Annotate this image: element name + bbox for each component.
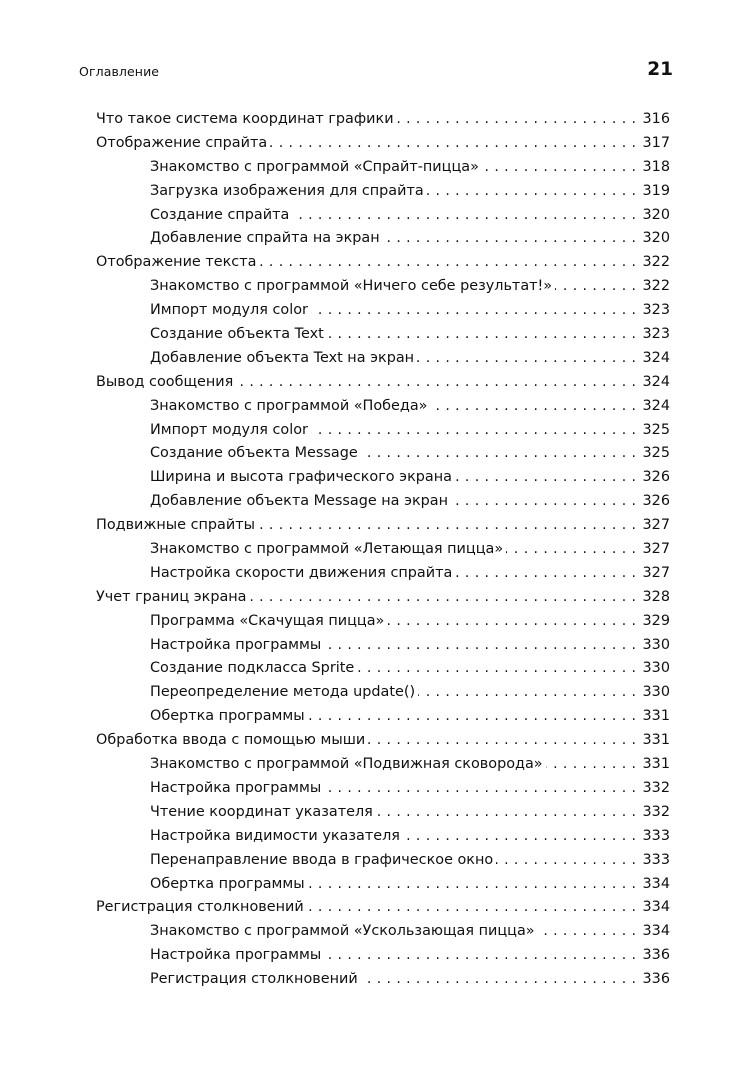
toc-entry-page-number: 323 <box>642 302 670 319</box>
toc-entry-page-number: 323 <box>642 326 670 343</box>
toc-entry-page-number: 330 <box>642 660 670 677</box>
toc-entry-title: Регистрация столкновений <box>150 971 358 988</box>
toc-entry-title: Учет границ экрана <box>96 588 247 605</box>
toc-entry-title: Создание объекта Text <box>150 326 324 343</box>
toc-subsection-entry[interactable] <box>96 610 670 634</box>
toc-section-entry[interactable] <box>96 586 670 610</box>
toc-subsection-entry[interactable] <box>96 657 670 681</box>
toc-subsection-entry[interactable] <box>96 227 670 251</box>
toc-entry-title: Ширина и высота графического экрана <box>150 469 452 486</box>
toc-subsection-entry[interactable] <box>96 753 670 777</box>
toc-subsection-entry[interactable] <box>96 275 670 299</box>
toc-entry-page-number: 324 <box>642 397 670 414</box>
toc-dot-leader <box>546 753 636 777</box>
toc-dot-leader <box>324 944 636 968</box>
toc-dot-leader <box>496 849 636 873</box>
toc-dot-leader <box>430 395 636 419</box>
toc-dot-leader <box>418 681 636 705</box>
toc-dot-leader <box>311 299 636 323</box>
toc-entry-page-number: 318 <box>642 158 670 175</box>
toc-entry-page-number: 324 <box>642 349 670 366</box>
toc-dot-leader <box>259 251 636 275</box>
toc-subsection-entry[interactable] <box>96 801 670 825</box>
toc-entry-page-number: 328 <box>642 588 670 605</box>
toc-entry-title: Знакомство с программой «Ничего себе результат!» <box>150 278 553 295</box>
toc-entry-title: Что такое система координат графики <box>96 111 394 127</box>
toc-subsection-entry[interactable] <box>96 419 670 443</box>
toc-entry-page-number: 334 <box>642 875 670 892</box>
toc-dot-leader <box>324 634 636 658</box>
toc-entry-page-number: 331 <box>642 708 670 725</box>
toc-section-entry[interactable] <box>96 108 670 132</box>
toc-entry-title: Знакомство с программой «Подвижная сковорода» <box>150 756 543 773</box>
toc-entry-title: Перенаправление ввода в графическое окно <box>150 851 494 868</box>
toc-entry-page-number: 325 <box>642 421 670 438</box>
running-head-title: Оглавление <box>79 64 160 79</box>
toc-section-entry[interactable] <box>96 132 670 156</box>
toc-dot-leader <box>270 132 636 156</box>
toc-dot-leader <box>538 920 636 944</box>
table-of-contents <box>96 108 670 992</box>
toc-subsection-entry[interactable] <box>96 466 670 490</box>
toc-dot-leader <box>361 442 636 466</box>
toc-subsection-entry[interactable] <box>96 825 670 849</box>
toc-subsection-entry[interactable] <box>96 323 670 347</box>
toc-subsection-entry[interactable] <box>96 347 670 371</box>
toc-entry-page-number: 317 <box>642 134 670 151</box>
toc-entry-title: Импорт модуля color <box>150 421 308 438</box>
toc-dot-leader <box>417 347 636 371</box>
toc-entry-page-number: 331 <box>642 732 670 749</box>
toc-entry-page-number: 333 <box>642 851 670 868</box>
toc-entry-title: Обработка ввода с помощью мыши <box>96 732 366 749</box>
toc-entry-title: Обертка программы <box>150 708 305 725</box>
toc-section-entry[interactable] <box>96 896 670 920</box>
toc-dot-leader <box>368 729 636 753</box>
toc-entry-title: Загрузка изображения для спрайта <box>150 182 424 199</box>
toc-subsection-entry[interactable] <box>96 562 670 586</box>
toc-entry-page-number: 336 <box>642 971 670 988</box>
toc-entry-page-number: 322 <box>642 278 670 295</box>
toc-entry-title: Импорт модуля color <box>150 302 308 319</box>
toc-section-entry[interactable] <box>96 729 670 753</box>
toc-dot-leader <box>506 538 636 562</box>
toc-entry-page-number: 326 <box>642 493 670 510</box>
toc-dot-leader <box>250 586 637 610</box>
toc-entry-page-number: 329 <box>642 612 670 629</box>
toc-entry-page-number: 325 <box>642 445 670 462</box>
toc-entry-title: Добавление объекта Message на экран <box>150 493 449 510</box>
toc-entry-title: Настройка программы <box>150 947 322 964</box>
toc-entry-title: Программа «Скачущая пицца» <box>150 612 385 629</box>
toc-entry-page-number: 326 <box>642 469 670 486</box>
toc-dot-leader <box>451 490 636 514</box>
toc-entry-title: Добавление объекта Text на экран <box>150 349 415 366</box>
toc-subsection-entry[interactable] <box>96 705 670 729</box>
toc-entry-page-number: 331 <box>642 756 670 773</box>
toc-entry-page-number: 327 <box>642 517 670 534</box>
toc-entry-page-number: 336 <box>642 947 670 964</box>
toc-dot-leader <box>327 323 636 347</box>
toc-dot-leader <box>357 657 636 681</box>
toc-dot-leader <box>307 896 636 920</box>
toc-entry-title: Регистрация столкновений <box>96 899 304 916</box>
toc-dot-leader <box>376 801 636 825</box>
toc-entry-title: Чтение координат указателя <box>150 803 373 820</box>
toc-dot-leader <box>427 180 636 204</box>
toc-subsection-entry[interactable] <box>96 920 670 944</box>
toc-dot-leader <box>555 275 636 299</box>
toc-entry-page-number: 322 <box>642 254 670 271</box>
toc-dot-leader <box>482 156 636 180</box>
toc-dot-leader <box>397 108 636 132</box>
toc-section-entry[interactable] <box>96 371 670 395</box>
toc-dot-leader <box>308 873 636 897</box>
toc-subsection-entry[interactable] <box>96 968 670 992</box>
toc-entry-title: Вывод сообщения <box>96 373 234 390</box>
toc-dot-leader <box>455 466 636 490</box>
toc-entry-title: Знакомство с программой «Ускользающая пицца» <box>150 923 535 940</box>
toc-entry-page-number: 320 <box>642 230 670 247</box>
toc-entry-title: Знакомство с программой «Летающая пицца» <box>150 541 504 558</box>
toc-subsection-entry[interactable] <box>96 634 670 658</box>
toc-subsection-entry[interactable] <box>96 944 670 968</box>
toc-dot-leader <box>292 204 636 228</box>
toc-dot-leader <box>258 514 636 538</box>
toc-dot-leader <box>236 371 636 395</box>
toc-entry-page-number: 316 <box>642 111 670 127</box>
toc-entry-page-number: 334 <box>642 923 670 940</box>
toc-subsection-entry[interactable] <box>96 490 670 514</box>
toc-entry-title: Подвижные спрайты <box>96 517 255 534</box>
toc-entry-title: Знакомство с программой «Победа» <box>150 397 428 414</box>
toc-section-entry[interactable] <box>96 514 670 538</box>
toc-section-entry[interactable] <box>96 251 670 275</box>
toc-entry-title: Отображение текста <box>96 254 257 271</box>
toc-entry-page-number: 332 <box>642 803 670 820</box>
toc-entry-page-number: 330 <box>642 684 670 701</box>
toc-subsection-entry[interactable] <box>96 681 670 705</box>
toc-entry-title: Обертка программы <box>150 875 305 892</box>
toc-entry-title: Добавление спрайта на экран <box>150 230 380 247</box>
toc-dot-leader <box>403 825 636 849</box>
toc-entry-title: Переопределение метода update() <box>150 684 416 701</box>
toc-entry-title: Создание объекта Message <box>150 445 358 462</box>
toc-dot-leader <box>361 968 636 992</box>
toc-subsection-entry[interactable] <box>96 873 670 897</box>
toc-subsection-entry[interactable] <box>96 395 670 419</box>
toc-entry-page-number: 327 <box>642 541 670 558</box>
toc-subsection-entry[interactable] <box>96 538 670 562</box>
toc-dot-leader <box>383 227 636 251</box>
toc-subsection-entry[interactable] <box>96 204 670 228</box>
toc-entry-title: Настройка программы <box>150 636 322 653</box>
toc-dot-leader <box>324 777 636 801</box>
toc-subsection-entry[interactable] <box>96 156 670 180</box>
page-number: 21 <box>647 59 673 80</box>
toc-subsection-entry[interactable] <box>96 777 670 801</box>
toc-entry-page-number: 320 <box>642 206 670 223</box>
toc-entry-page-number: 334 <box>642 899 670 916</box>
toc-entry-title: Настройка программы <box>150 779 322 796</box>
toc-entry-title: Создание подкласса Sprite <box>150 660 355 677</box>
toc-entry-page-number: 333 <box>642 827 670 844</box>
toc-entry-page-number: 319 <box>642 182 670 199</box>
toc-subsection-entry[interactable] <box>96 299 670 323</box>
toc-entry-page-number: 324 <box>642 373 670 390</box>
toc-entry-page-number: 327 <box>642 564 670 581</box>
toc-entry-title: Отображение спрайта <box>96 134 268 151</box>
toc-subsection-entry[interactable] <box>96 180 670 204</box>
toc-entry-page-number: 332 <box>642 779 670 796</box>
toc-entry-title: Настройка видимости указателя <box>150 827 400 844</box>
toc-dot-leader <box>387 610 636 634</box>
toc-dot-leader <box>455 562 636 586</box>
toc-entry-title: Настройка скорости движения спрайта <box>150 564 453 581</box>
toc-dot-leader <box>308 705 636 729</box>
toc-subsection-entry[interactable] <box>96 442 670 466</box>
toc-entry-title: Знакомство с программой «Спрайт-пицца» <box>150 158 479 175</box>
toc-entry-title: Создание спрайта <box>150 206 290 223</box>
toc-entry-page-number: 330 <box>642 636 670 653</box>
toc-dot-leader <box>311 419 636 443</box>
toc-subsection-entry[interactable] <box>96 849 670 873</box>
